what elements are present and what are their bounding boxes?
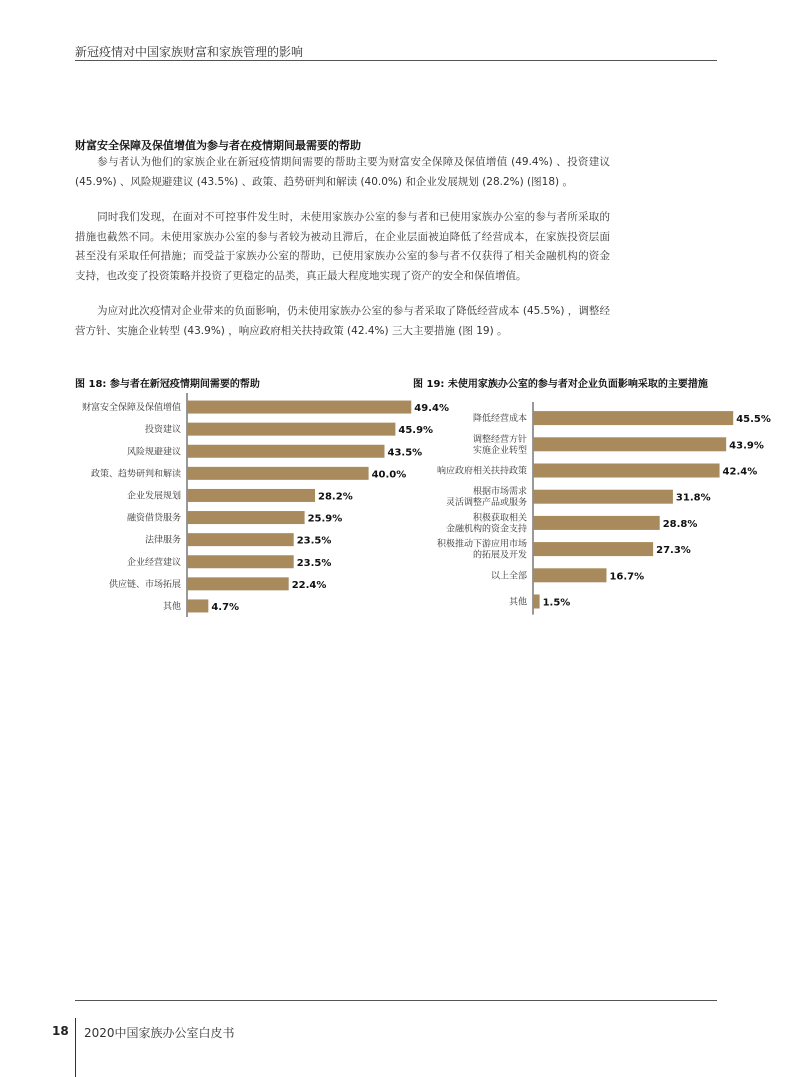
value-label-8: 23.5% xyxy=(296,557,332,569)
bar-1 xyxy=(187,401,411,414)
category-label-2: 投资建议 xyxy=(144,425,181,436)
footer-separator xyxy=(75,1018,76,1077)
bar-5 xyxy=(533,516,660,530)
footer-title: 2020中国家族办公室白皮书 xyxy=(84,1026,235,1040)
category-label-9: 供应链、市场拓展 xyxy=(108,579,181,590)
value-label-4: 31.8% xyxy=(675,492,711,504)
category-label-3: 风险规避建议 xyxy=(126,447,181,458)
figure-18-title: 图 18: 参与者在新冠疫情期间需要的帮助 xyxy=(75,379,260,390)
category-label-7: 法律服务 xyxy=(144,535,181,546)
bar-3 xyxy=(187,445,384,458)
bar-7 xyxy=(533,568,606,582)
paragraph-3 xyxy=(75,302,610,341)
running-header: 新冠疫情对中国家族财富和家族管理的影响 xyxy=(75,45,304,59)
category-label-10: 其他 xyxy=(162,601,181,612)
value-label-4: 40.0% xyxy=(371,469,407,481)
paragraph-1 xyxy=(75,153,610,192)
figure-19-bar-chart xyxy=(413,405,771,625)
value-label-6: 25.9% xyxy=(307,513,343,525)
value-label-2: 45.9% xyxy=(398,425,434,437)
footer-divider xyxy=(75,1000,717,1001)
category-label-2: 调整经营方针实施企业转型 xyxy=(472,434,527,456)
figure-18-bar-chart xyxy=(75,395,449,615)
category-label-7: 以上全部 xyxy=(490,571,527,582)
value-label-3: 43.5% xyxy=(387,447,423,459)
category-label-8: 其他 xyxy=(508,597,527,608)
category-label-5: 积极获取相关金融机构的资金支持 xyxy=(445,513,527,535)
bar-1 xyxy=(533,411,733,425)
bar-4 xyxy=(533,490,673,504)
bar-4 xyxy=(187,467,369,480)
category-label-6: 融资借贷服务 xyxy=(126,513,181,524)
value-label-1: 45.5% xyxy=(736,414,771,426)
value-label-3: 42.4% xyxy=(722,466,758,478)
value-label-9: 22.4% xyxy=(291,579,327,591)
category-label-1: 降低经营成本 xyxy=(472,414,527,425)
paragraph-3-text: 为应对此次疫情对企业带来的负面影响，仍未使用家族办公室的参与者采取了降低经营成本 (45.5%) ，调整经营方针、实施企业转型 (43.9%) ，响应政府相关扶持政策 (42.4%) 三大主要措施 (图 19) 。 xyxy=(75,305,610,337)
bar-8 xyxy=(533,595,540,609)
value-label-8: 1.5% xyxy=(542,597,571,609)
value-label-2: 43.9% xyxy=(729,440,764,452)
category-label-8: 企业经营建议 xyxy=(126,557,181,568)
value-label-6: 27.3% xyxy=(656,545,691,557)
category-label-6: 积极推动下游应用市场的拓展及开发 xyxy=(436,539,527,561)
category-label-4: 政策、趋势研判和解读 xyxy=(90,469,181,480)
bar-6 xyxy=(533,542,653,556)
value-label-1: 49.4% xyxy=(414,403,449,415)
category-label-1: 财富安全保障及保值增值 xyxy=(81,403,181,414)
bar-2 xyxy=(533,437,726,451)
bar-8 xyxy=(187,555,294,568)
category-label-3: 响应政府相关扶持政策 xyxy=(436,466,527,477)
bar-5 xyxy=(187,489,315,502)
figure-19-title: 图 19: 未使用家族办公室的参与者对企业负面影响采取的主要措施 xyxy=(413,379,708,390)
paragraph-1-text: 参与者认为他们的家族企业在新冠疫情期间需要的帮助主要为财富安全保障及保值增值 (49.4%) 、投资建议 (45.9%) 、风险规避建议 (43.5%) 、政策、趋势研判和解读 (40.0%) 和企业发展规划 (28.2%) (图18) 。 xyxy=(75,156,610,188)
category-label-4: 根据市场需求灵活调整产品或服务 xyxy=(445,487,527,509)
section-heading: 财富安全保障及保值增值为参与者在疫情期间最需要的帮助 xyxy=(75,139,361,152)
bar-7 xyxy=(187,533,294,546)
value-label-7: 16.7% xyxy=(609,571,645,583)
category-label-5: 企业发展规划 xyxy=(126,491,181,502)
paragraph-2-text: 同时我们发现，在面对不可控事件发生时，未使用家族办公室的参与者和已使用家族办公室的参与者所采取的措施也截然不同。未使用家族办公室的参与者较为被动且滞后，在企业层面被迫降低了经营成本，在家族投资层面甚至没有采取任何措施；而受益于家族办公室的帮助，已使用家族办公室的参与者不仅获得了相关金融机构的资金支持，也改变了投资策略并投资了更稳定的品类，真正最大程度地实现了资产的安全和保值增值。 xyxy=(75,211,610,282)
paragraph-2 xyxy=(75,208,610,286)
bar-9 xyxy=(187,577,289,590)
value-label-10: 4.7% xyxy=(211,601,240,613)
bar-3 xyxy=(533,464,720,478)
bar-10 xyxy=(187,599,208,612)
value-label-7: 23.5% xyxy=(296,535,332,547)
bar-2 xyxy=(187,423,395,436)
value-label-5: 28.8% xyxy=(662,518,698,530)
value-label-5: 28.2% xyxy=(318,491,353,503)
header-divider xyxy=(75,60,717,61)
bar-6 xyxy=(187,511,305,524)
page-number: 18 xyxy=(52,1024,69,1038)
